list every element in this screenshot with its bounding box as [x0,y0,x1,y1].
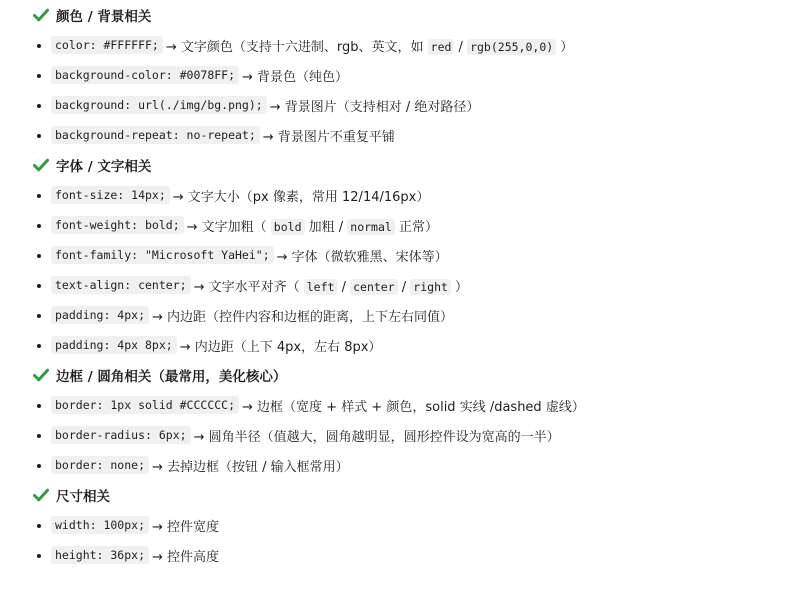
property-description [166,36,573,55]
check-mark-icon [33,158,49,172]
section-title: 字体 / 文字相关 [56,159,152,175]
section-heading [33,360,805,390]
inline-code: red [428,39,455,55]
description-text: → 文字水平对齐（ [193,279,304,295]
description-text: → 文字颜色（支持十六进制、rgb、英文，如 [165,39,428,55]
property-description [263,126,395,145]
section-heading [33,0,805,30]
property-description [242,66,348,85]
css-property-code: border-radius: 6px; [51,426,191,444]
list-item [33,300,805,330]
css-property-code: background-color: #0078FF; [51,66,239,84]
description-text: / [337,279,351,295]
description-text: → 圆角半径（值越大，圆角越明显，圆形控件设为宽高的一半） [193,429,560,445]
list-item [33,60,805,90]
list-item [33,510,805,540]
property-description [152,546,219,565]
property-description [173,186,430,205]
description-text: → 背景图片（支持相对 / 绝对路径） [269,99,480,115]
css-property-code: font-weight: bold; [51,216,184,234]
list-item [33,240,805,270]
list-item [33,270,805,300]
css-property-code: font-size: 14px; [51,186,170,204]
property-description [152,456,349,475]
property-description [270,96,480,115]
property-list [33,30,805,150]
description-text: → 字体（微软雅黑、宋体等） [276,249,448,265]
description-text: → 文字加粗（ [186,219,271,235]
css-property-code: border: 1px solid #CCCCCC; [51,396,239,414]
property-list [33,180,805,360]
property-description [187,216,438,235]
description-text: → 背景色（纯色） [242,69,349,85]
description-text: 正常） [394,219,438,235]
section-heading [33,150,805,180]
inline-code: bold [271,219,305,235]
section-title: 颜色 / 背景相关 [56,9,152,25]
inline-code: rgb(255,0,0) [467,39,556,55]
description-text: / [454,39,468,55]
description-text: → 背景图片不重复平铺 [262,129,395,145]
check-mark-icon [33,488,49,502]
description-text: 加粗 / [304,219,348,235]
section-title: 边框 / 圆角相关（最常用，美化核心） [56,369,287,385]
css-property-code: background: url(./img/bg.png); [51,96,267,114]
inline-code: center [350,279,398,295]
property-description [277,246,448,265]
css-property-code: padding: 4px; [51,306,149,324]
list-item [33,210,805,240]
list-item [33,540,805,570]
check-mark-icon [33,368,49,382]
description-text: ） [450,279,469,295]
list-item [33,450,805,480]
property-description [180,336,382,355]
css-property-code: border: none; [51,456,149,474]
section-heading [33,480,805,510]
property-description [152,306,453,325]
css-property-code: color: #FFFFFF; [51,36,163,54]
description-text: / [397,279,411,295]
list-item [33,30,805,60]
check-mark-icon [33,8,49,22]
description-text: → 文字大小（px 像素，常用 12/14/16px） [172,189,430,205]
css-property-code: padding: 4px 8px; [51,336,177,354]
list-item [33,120,805,150]
inline-code: right [410,279,451,295]
description-text: → 边框（宽度 + 样式 + 颜色，solid 实线 /dashed 虚线） [242,399,585,415]
css-property-code: width: 100px; [51,516,149,534]
css-property-code: background-repeat: no-repeat; [51,126,260,144]
css-property-code: font-family: "Microsoft YaHei"; [51,246,274,264]
description-text: → 去掉边框（按钮 / 输入框常用） [152,459,349,475]
css-property-code: text-align: center; [51,276,191,294]
list-item [33,420,805,450]
list-item [33,180,805,210]
property-description [242,396,585,415]
property-list [33,510,805,570]
property-description [194,276,469,295]
description-text: → 控件高度 [152,549,220,565]
property-description [152,516,219,535]
section-title: 尺寸相关 [56,489,110,505]
css-property-code: height: 36px; [51,546,149,564]
property-description [194,426,560,445]
list-item [33,90,805,120]
inline-code: left [304,279,338,295]
description-text: → 控件宽度 [152,519,220,535]
list-item [33,330,805,360]
description-text: → 内边距（上下 4px，左右 8px） [179,339,382,355]
list-item [33,390,805,420]
inline-code: normal [347,219,395,235]
property-list [33,390,805,480]
description-text: ） [556,39,574,55]
description-text: → 内边距（控件内容和边框的距离，上下左右同值） [152,309,454,325]
